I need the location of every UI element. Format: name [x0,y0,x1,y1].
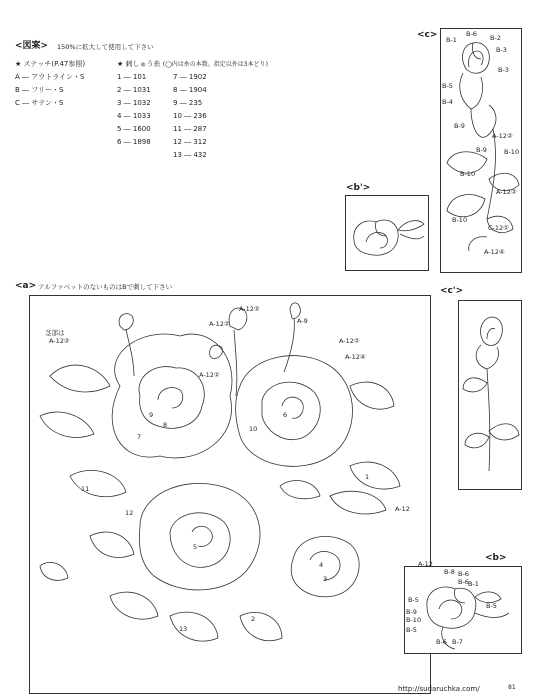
panel-c-prime-label: <c'> [440,286,464,296]
stitch-item: B ― フリー・S [15,86,64,94]
rose-bouquet-drawing [30,296,430,693]
thread-legend [117,60,268,69]
area-number: 1 [365,473,370,481]
area-number: 11 [81,485,90,493]
thread-heading-label: ★ 刺しゅう糸 [117,60,161,68]
callout: B-6 [466,30,477,38]
callout: B-4 [442,98,453,106]
callout: A-12② [496,188,517,196]
area-number: 7 [137,433,142,441]
panel-b-prime-frame [345,195,429,271]
section-title: <図案> [15,41,49,51]
area-number: 12 [125,509,134,517]
callout: B-5 [408,596,419,604]
thread-heading [117,60,268,69]
panel-c-label: <c> [417,30,438,40]
area-number: 2 [251,615,256,623]
thread-entry: 12 ― 312 [173,138,207,146]
callout: A-12④ [345,353,366,361]
thread-entry: 9 ― 235 [173,99,203,107]
callout: B-5 [406,626,417,634]
callout: A-9 [297,317,308,325]
callout: B-5 [442,82,453,90]
stitch-item: C ― サテン・S [15,99,64,107]
callout: B-3 [496,46,507,54]
callout: B-10 [460,170,476,178]
callout: B-5 [486,602,497,610]
callout: B-3 [498,66,509,74]
rose-bud-drawing [346,196,428,270]
thread-entry: 13 ― 432 [173,151,207,159]
callout: A-12② [339,337,360,345]
thread-entry: 8 ― 1904 [173,86,207,94]
panel-b-prime-label: <b'> [346,183,371,193]
thread-entry: 2 ― 1031 [117,86,151,94]
callout: B-1 [446,36,457,44]
callout: C-12② [488,224,509,232]
panel-a-label: <a> [15,281,37,291]
callout: B-10 [406,616,422,624]
callout: A-12② [49,337,70,345]
footer-url: http://sudaruchka.com/ [398,685,480,693]
callout: A-12 [395,505,410,513]
callout: B-8 [444,568,455,576]
thread-entry: 5 ― 1600 [117,125,151,133]
rose-stem-drawing [459,301,521,489]
callout: A-12② [492,132,513,140]
area-number: 10 [249,425,258,433]
callout: A-12② [199,371,220,379]
callout: B-6 [458,570,469,578]
thread-entry: 11 ― 287 [173,125,207,133]
stitch-heading: ★ ステッチ(P.47参照) [15,60,86,68]
thread-entry: 3 ― 1032 [117,99,151,107]
thread-column-2 [173,73,207,164]
thread-entry: 1 ― 101 [117,73,147,81]
enlarge-instruction: 150%に拡大して使用して下さい [57,43,154,51]
callout: B-10 [452,216,468,224]
callout: B-6 [436,638,447,646]
callout: B-2 [490,34,501,42]
area-number: 6 [283,411,288,419]
thread-column-1 [117,73,151,151]
area-number: 4 [319,561,324,569]
panel-a-note: アルファベットのないものはBで刺して下さい [38,283,173,291]
callout: A-12② [209,320,230,328]
panel-b-label: <b> [485,553,507,563]
callout: B-9 [454,122,465,130]
thread-entry: 6 ― 1898 [117,138,151,146]
callout: B-7 [452,638,463,646]
thread-entry: 10 ― 236 [173,112,207,120]
thread-entry: 7 ― 1902 [173,73,207,81]
area-number: 13 [179,625,188,633]
page-number: 81 [508,684,516,691]
callout: 茎部は [45,329,65,337]
area-number: 5 [193,543,198,551]
callout: B-9 [476,146,487,154]
panel-a-frame [29,295,431,694]
callout: A-12② [239,305,260,313]
callout: B-6 [458,578,469,586]
stitch-legend [15,60,85,108]
callout: B-10 [504,148,520,156]
thread-note: (◯内は糸の本数。指定以外は3本どり) [162,61,268,68]
callout: B-9 [406,608,417,616]
area-number: 3 [323,575,328,583]
thread-entry: 4 ― 1033 [117,112,151,120]
callout: A-12 [418,560,433,568]
callout: B-1 [468,580,479,588]
panel-c-prime-frame [458,300,522,490]
stitch-item: A ― アウトライン・S [15,73,85,81]
area-number: 9 [149,411,154,419]
area-number: 8 [163,421,168,429]
callout: A-12④ [484,248,505,256]
